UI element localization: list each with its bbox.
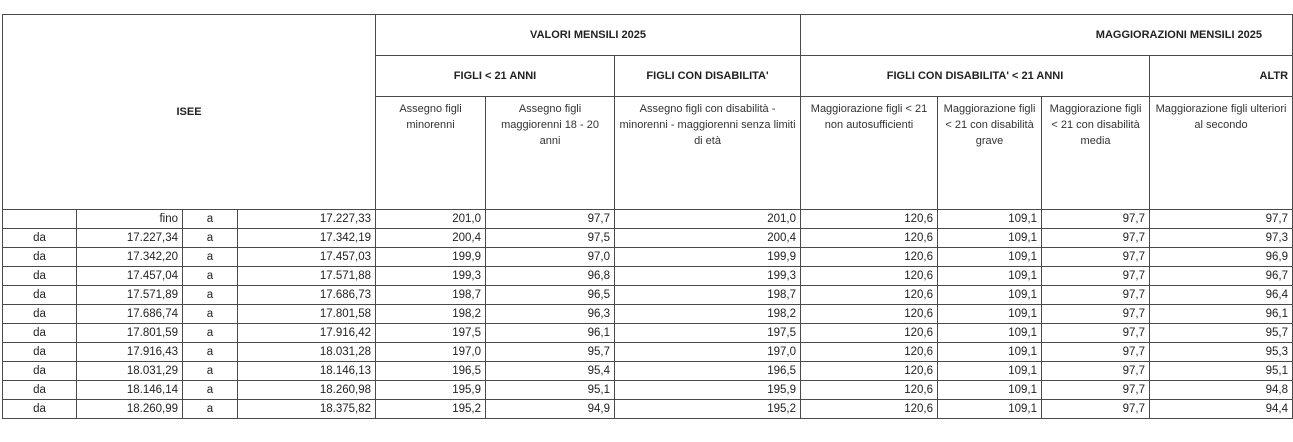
cell-range-from: 17.571,89 [77, 286, 183, 305]
cell-range-from: 18.260,99 [77, 400, 183, 419]
cell-range-to: 17.916,42 [238, 324, 376, 343]
cell-magg-disabilita-media: 97,7 [1042, 210, 1150, 229]
cell-magg-disabilita-grave: 109,1 [938, 248, 1042, 267]
cell-assegno-minorenni: 197,5 [376, 324, 486, 343]
cell-magg-figli-ulteriori: 96,9 [1150, 248, 1293, 267]
table-body [3, 210, 1293, 419]
cell-range-from: fino [77, 210, 183, 229]
cell-assegno-disabilita: 195,9 [615, 381, 801, 400]
cell-magg-figli-ulteriori: 95,3 [1150, 343, 1293, 362]
cell-magg-non-autosufficienti: 120,6 [801, 210, 938, 229]
cell-range-from: 18.031,29 [77, 362, 183, 381]
cell-magg-disabilita-grave: 109,1 [938, 229, 1042, 248]
table-row [3, 248, 1293, 267]
assegno-unico-table [2, 14, 1293, 419]
cell-range-from: 17.457,04 [77, 267, 183, 286]
cell-magg-disabilita-grave: 109,1 [938, 324, 1042, 343]
cell-magg-non-autosufficienti: 120,6 [801, 229, 938, 248]
table-row [3, 343, 1293, 362]
cell-magg-disabilita-media: 97,7 [1042, 362, 1150, 381]
cell-range-sep: a [183, 305, 238, 324]
cell-magg-non-autosufficienti: 120,6 [801, 362, 938, 381]
cell-magg-disabilita-media: 97,7 [1042, 248, 1150, 267]
cell-magg-non-autosufficienti: 120,6 [801, 324, 938, 343]
col-header-magg-figli-ulteriori: Maggiorazione figli ulteriori al secondo [1150, 97, 1293, 210]
cell-range-sep: a [183, 400, 238, 419]
cell-assegno-maggiorenni: 96,8 [486, 267, 615, 286]
cell-assegno-maggiorenni: 96,5 [486, 286, 615, 305]
cell-assegno-minorenni: 195,9 [376, 381, 486, 400]
cell-range-prefix: da [3, 267, 77, 286]
cell-range-sep: a [183, 267, 238, 286]
cell-magg-non-autosufficienti: 120,6 [801, 343, 938, 362]
cell-magg-figli-ulteriori: 95,7 [1150, 324, 1293, 343]
cell-magg-non-autosufficienti: 120,6 [801, 267, 938, 286]
cell-assegno-maggiorenni: 95,7 [486, 343, 615, 362]
cell-range-to: 18.260,98 [238, 381, 376, 400]
cell-magg-figli-ulteriori: 96,4 [1150, 286, 1293, 305]
cell-assegno-minorenni: 196,5 [376, 362, 486, 381]
cell-magg-disabilita-media: 97,7 [1042, 305, 1150, 324]
col-header-magg-non-autosufficienti: Maggiorazione figli < 21 non autosufficienti [801, 97, 938, 210]
cell-range-to: 17.227,33 [238, 210, 376, 229]
table-row [3, 286, 1293, 305]
table-row [3, 210, 1293, 229]
cell-magg-disabilita-grave: 109,1 [938, 362, 1042, 381]
cell-range-prefix: da [3, 362, 77, 381]
cell-assegno-disabilita: 201,0 [615, 210, 801, 229]
table-row [3, 400, 1293, 419]
cell-magg-disabilita-grave: 109,1 [938, 267, 1042, 286]
cell-range-sep: a [183, 286, 238, 305]
cell-range-from: 18.146,14 [77, 381, 183, 400]
cell-assegno-minorenni: 201,0 [376, 210, 486, 229]
cell-assegno-maggiorenni: 97,7 [486, 210, 615, 229]
table-row [3, 324, 1293, 343]
cell-range-sep: a [183, 381, 238, 400]
cell-magg-disabilita-grave: 109,1 [938, 210, 1042, 229]
cell-range-prefix: da [3, 324, 77, 343]
table-row [3, 229, 1293, 248]
cell-assegno-disabilita: 197,5 [615, 324, 801, 343]
maggiorazioni-mensili-header: MAGGIORAZIONI MENSILI 2025 [801, 15, 1293, 56]
cell-range-sep: a [183, 362, 238, 381]
cell-range-sep: a [183, 324, 238, 343]
cell-magg-disabilita-grave: 109,1 [938, 343, 1042, 362]
cell-range-sep: a [183, 248, 238, 267]
cell-assegno-minorenni: 195,2 [376, 400, 486, 419]
cell-magg-disabilita-media: 97,7 [1042, 343, 1150, 362]
cell-range-prefix: da [3, 286, 77, 305]
cell-assegno-maggiorenni: 97,0 [486, 248, 615, 267]
cell-magg-disabilita-grave: 109,1 [938, 400, 1042, 419]
cell-range-to: 17.457,03 [238, 248, 376, 267]
cell-magg-disabilita-media: 97,7 [1042, 324, 1150, 343]
cell-assegno-minorenni: 198,2 [376, 305, 486, 324]
cell-magg-figli-ulteriori: 94,4 [1150, 400, 1293, 419]
col-header-assegno-maggiorenni: Assegno figli maggiorenni 18 - 20 anni [486, 97, 615, 210]
cell-assegno-minorenni: 197,0 [376, 343, 486, 362]
cell-range-prefix: da [3, 381, 77, 400]
cell-range-from: 17.801,59 [77, 324, 183, 343]
cell-assegno-maggiorenni: 96,1 [486, 324, 615, 343]
cell-assegno-maggiorenni: 94,9 [486, 400, 615, 419]
cell-magg-figli-ulteriori: 96,7 [1150, 267, 1293, 286]
cell-magg-disabilita-media: 97,7 [1042, 267, 1150, 286]
cell-magg-non-autosufficienti: 120,6 [801, 400, 938, 419]
cell-range-from: 17.342,20 [77, 248, 183, 267]
cell-magg-non-autosufficienti: 120,6 [801, 248, 938, 267]
cell-magg-disabilita-media: 97,7 [1042, 286, 1150, 305]
valori-mensili-header: VALORI MENSILI 2025 [376, 15, 801, 56]
cell-assegno-maggiorenni: 95,1 [486, 381, 615, 400]
cell-magg-non-autosufficienti: 120,6 [801, 381, 938, 400]
cell-range-sep: a [183, 229, 238, 248]
figli-under-21-header: FIGLI < 21 ANNI [376, 56, 615, 97]
cell-magg-disabilita-media: 97,7 [1042, 400, 1150, 419]
altri-header: ALTR [1150, 56, 1293, 97]
col-header-assegno-minorenni: Assegno figli minorenni [376, 97, 486, 210]
cell-range-prefix: da [3, 248, 77, 267]
table-row [3, 305, 1293, 324]
cell-range-from: 17.686,74 [77, 305, 183, 324]
table-row [3, 362, 1293, 381]
cell-assegno-minorenni: 199,3 [376, 267, 486, 286]
cell-assegno-minorenni: 200,4 [376, 229, 486, 248]
cell-range-sep: a [183, 210, 238, 229]
cell-magg-figli-ulteriori: 97,7 [1150, 210, 1293, 229]
col-header-magg-disabilita-grave: Maggiorazione figli < 21 con disabilità grave [938, 97, 1042, 210]
cell-range-prefix: da [3, 400, 77, 419]
cell-range-from: 17.227,34 [77, 229, 183, 248]
cell-range-sep: a [183, 343, 238, 362]
cell-magg-disabilita-grave: 109,1 [938, 305, 1042, 324]
table-row [3, 267, 1293, 286]
cell-range-to: 18.375,82 [238, 400, 376, 419]
cell-magg-figli-ulteriori: 97,3 [1150, 229, 1293, 248]
cell-magg-disabilita-grave: 109,1 [938, 286, 1042, 305]
cell-range-to: 17.686,73 [238, 286, 376, 305]
cell-magg-disabilita-media: 97,7 [1042, 229, 1150, 248]
cell-assegno-disabilita: 197,0 [615, 343, 801, 362]
cell-assegno-disabilita: 198,7 [615, 286, 801, 305]
cell-magg-disabilita-grave: 109,1 [938, 381, 1042, 400]
cell-range-prefix [3, 210, 77, 229]
cell-magg-non-autosufficienti: 120,6 [801, 305, 938, 324]
cell-range-to: 17.801,58 [238, 305, 376, 324]
cell-range-prefix: da [3, 229, 77, 248]
cell-magg-figli-ulteriori: 96,1 [1150, 305, 1293, 324]
cell-range-prefix: da [3, 305, 77, 324]
cell-assegno-disabilita: 199,3 [615, 267, 801, 286]
cell-assegno-minorenni: 199,9 [376, 248, 486, 267]
figli-disabilita-header: FIGLI CON DISABILITA' [615, 56, 801, 97]
cell-magg-figli-ulteriori: 94,8 [1150, 381, 1293, 400]
cell-assegno-maggiorenni: 96,3 [486, 305, 615, 324]
figli-disabilita-under-21-header: FIGLI CON DISABILITA' < 21 ANNI [801, 56, 1150, 97]
cell-range-to: 18.146,13 [238, 362, 376, 381]
cell-assegno-maggiorenni: 95,4 [486, 362, 615, 381]
cell-range-prefix: da [3, 343, 77, 362]
cell-magg-figli-ulteriori: 95,1 [1150, 362, 1293, 381]
col-header-assegno-disabilita: Assegno figli con disabilità - minorenni - maggiorenni senza limiti di età [615, 97, 801, 210]
isee-header: ISEE [3, 15, 376, 210]
cell-range-to: 17.571,88 [238, 267, 376, 286]
cell-range-to: 18.031,28 [238, 343, 376, 362]
cell-assegno-disabilita: 196,5 [615, 362, 801, 381]
col-header-magg-disabilita-media: Maggiorazione figli < 21 con disabilità media [1042, 97, 1150, 210]
cell-magg-non-autosufficienti: 120,6 [801, 286, 938, 305]
cell-assegno-disabilita: 198,2 [615, 305, 801, 324]
cell-assegno-minorenni: 198,7 [376, 286, 486, 305]
cell-assegno-disabilita: 200,4 [615, 229, 801, 248]
cell-assegno-disabilita: 199,9 [615, 248, 801, 267]
cell-assegno-disabilita: 195,2 [615, 400, 801, 419]
cell-assegno-maggiorenni: 97,5 [486, 229, 615, 248]
cell-range-to: 17.342,19 [238, 229, 376, 248]
table-row [3, 381, 1293, 400]
cell-magg-disabilita-media: 97,7 [1042, 381, 1150, 400]
cell-range-from: 17.916,43 [77, 343, 183, 362]
